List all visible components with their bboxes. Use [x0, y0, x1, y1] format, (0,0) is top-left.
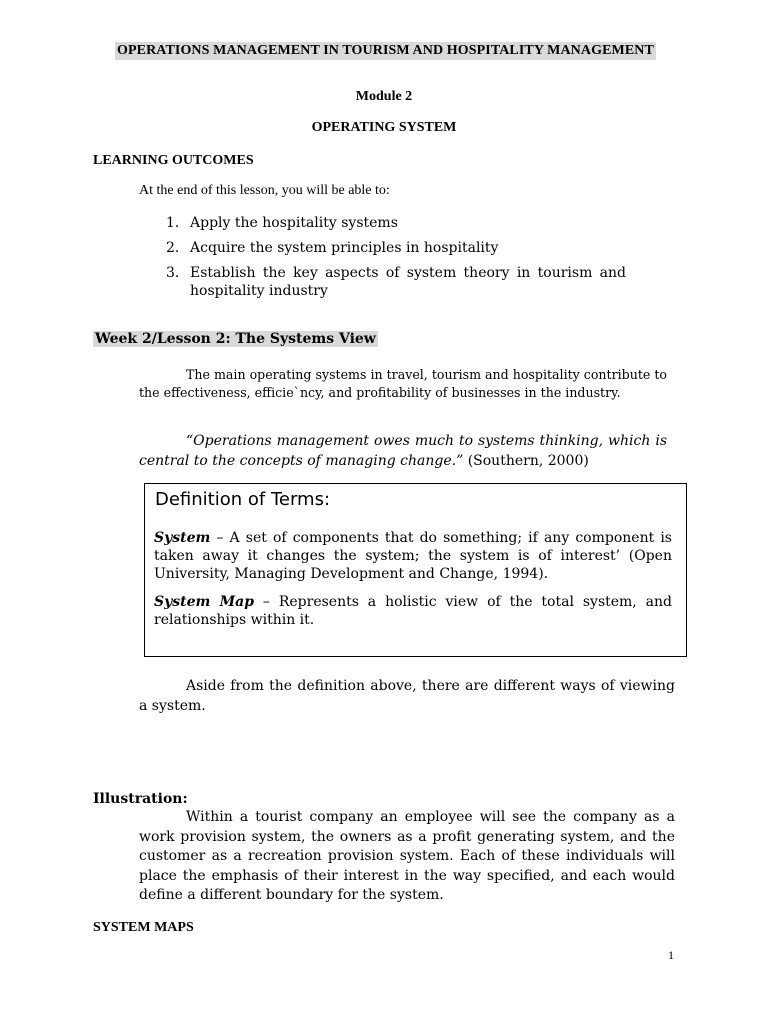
page-number: 1 — [668, 948, 674, 962]
list-item-text: Acquire the system principles in hospitality — [190, 240, 499, 256]
list-item-number: 1. — [166, 215, 180, 231]
definition-system-map — [154, 593, 672, 629]
lesson-paragraph: The main operating systems in travel, tourism and hospitality contribute to the effectiveness, efficie`ncy, and profitability of businesses in the industry. — [139, 367, 667, 400]
system-maps-heading: SYSTEM MAPS — [93, 920, 194, 935]
illustration-heading: Illustration: — [93, 791, 188, 807]
quote-citation: (Southern, 2000) — [463, 453, 589, 469]
list-item — [166, 264, 626, 300]
page-title: OPERATING SYSTEM — [311, 120, 457, 135]
list-item — [166, 214, 626, 232]
illustration-paragraph: Within a tourist company an employee will see the company as a work provision system, the owners as a profit generating system, and the customer as a recreation provision system. Each of these individuals will place the emphasis of their interest in the way specified, and each would define a different boundary for the system. — [139, 809, 675, 903]
definition-box — [144, 483, 687, 657]
definition-term: System — [154, 530, 211, 546]
list-item-number: 3. — [166, 265, 180, 281]
definition-title: Definition of Terms: — [155, 489, 331, 510]
lesson-heading: Week 2/Lesson 2: The Systems View — [95, 331, 376, 347]
list-item — [166, 239, 626, 257]
list-item-text: Establish the key aspects of system theory in tourism and hospitality industry — [190, 265, 626, 299]
aside-paragraph: Aside from the definition above, there are different ways of viewing a system. — [139, 678, 675, 714]
definition-text: – A set of components that do something; if any component is taken away it changes the system; the system is of interest’ (Open University, Managing Development and Change, 1994). — [154, 530, 672, 582]
learning-outcomes-list — [166, 214, 626, 307]
definition-system — [154, 529, 672, 583]
definition-text: – Represents a holistic view of the total system, and relationships within it. — [154, 594, 672, 628]
definition-term: System Map — [154, 594, 255, 610]
learning-outcomes-intro: At the end of this lesson, you will be able to: — [139, 183, 390, 198]
document-header: OPERATIONS MANAGEMENT IN TOURISM AND HOSPITALITY MANAGEMENT — [117, 43, 654, 58]
learning-outcomes-heading: LEARNING OUTCOMES — [93, 153, 254, 168]
list-item-text: Apply the hospitality systems — [190, 215, 398, 231]
list-item-number: 2. — [166, 240, 180, 256]
quote-text: “Operations management owes much to systems thinking, which is central to the concepts of managing change.” — [139, 433, 667, 469]
module-label: Module 2 — [355, 89, 413, 104]
lesson-quote — [139, 431, 667, 471]
